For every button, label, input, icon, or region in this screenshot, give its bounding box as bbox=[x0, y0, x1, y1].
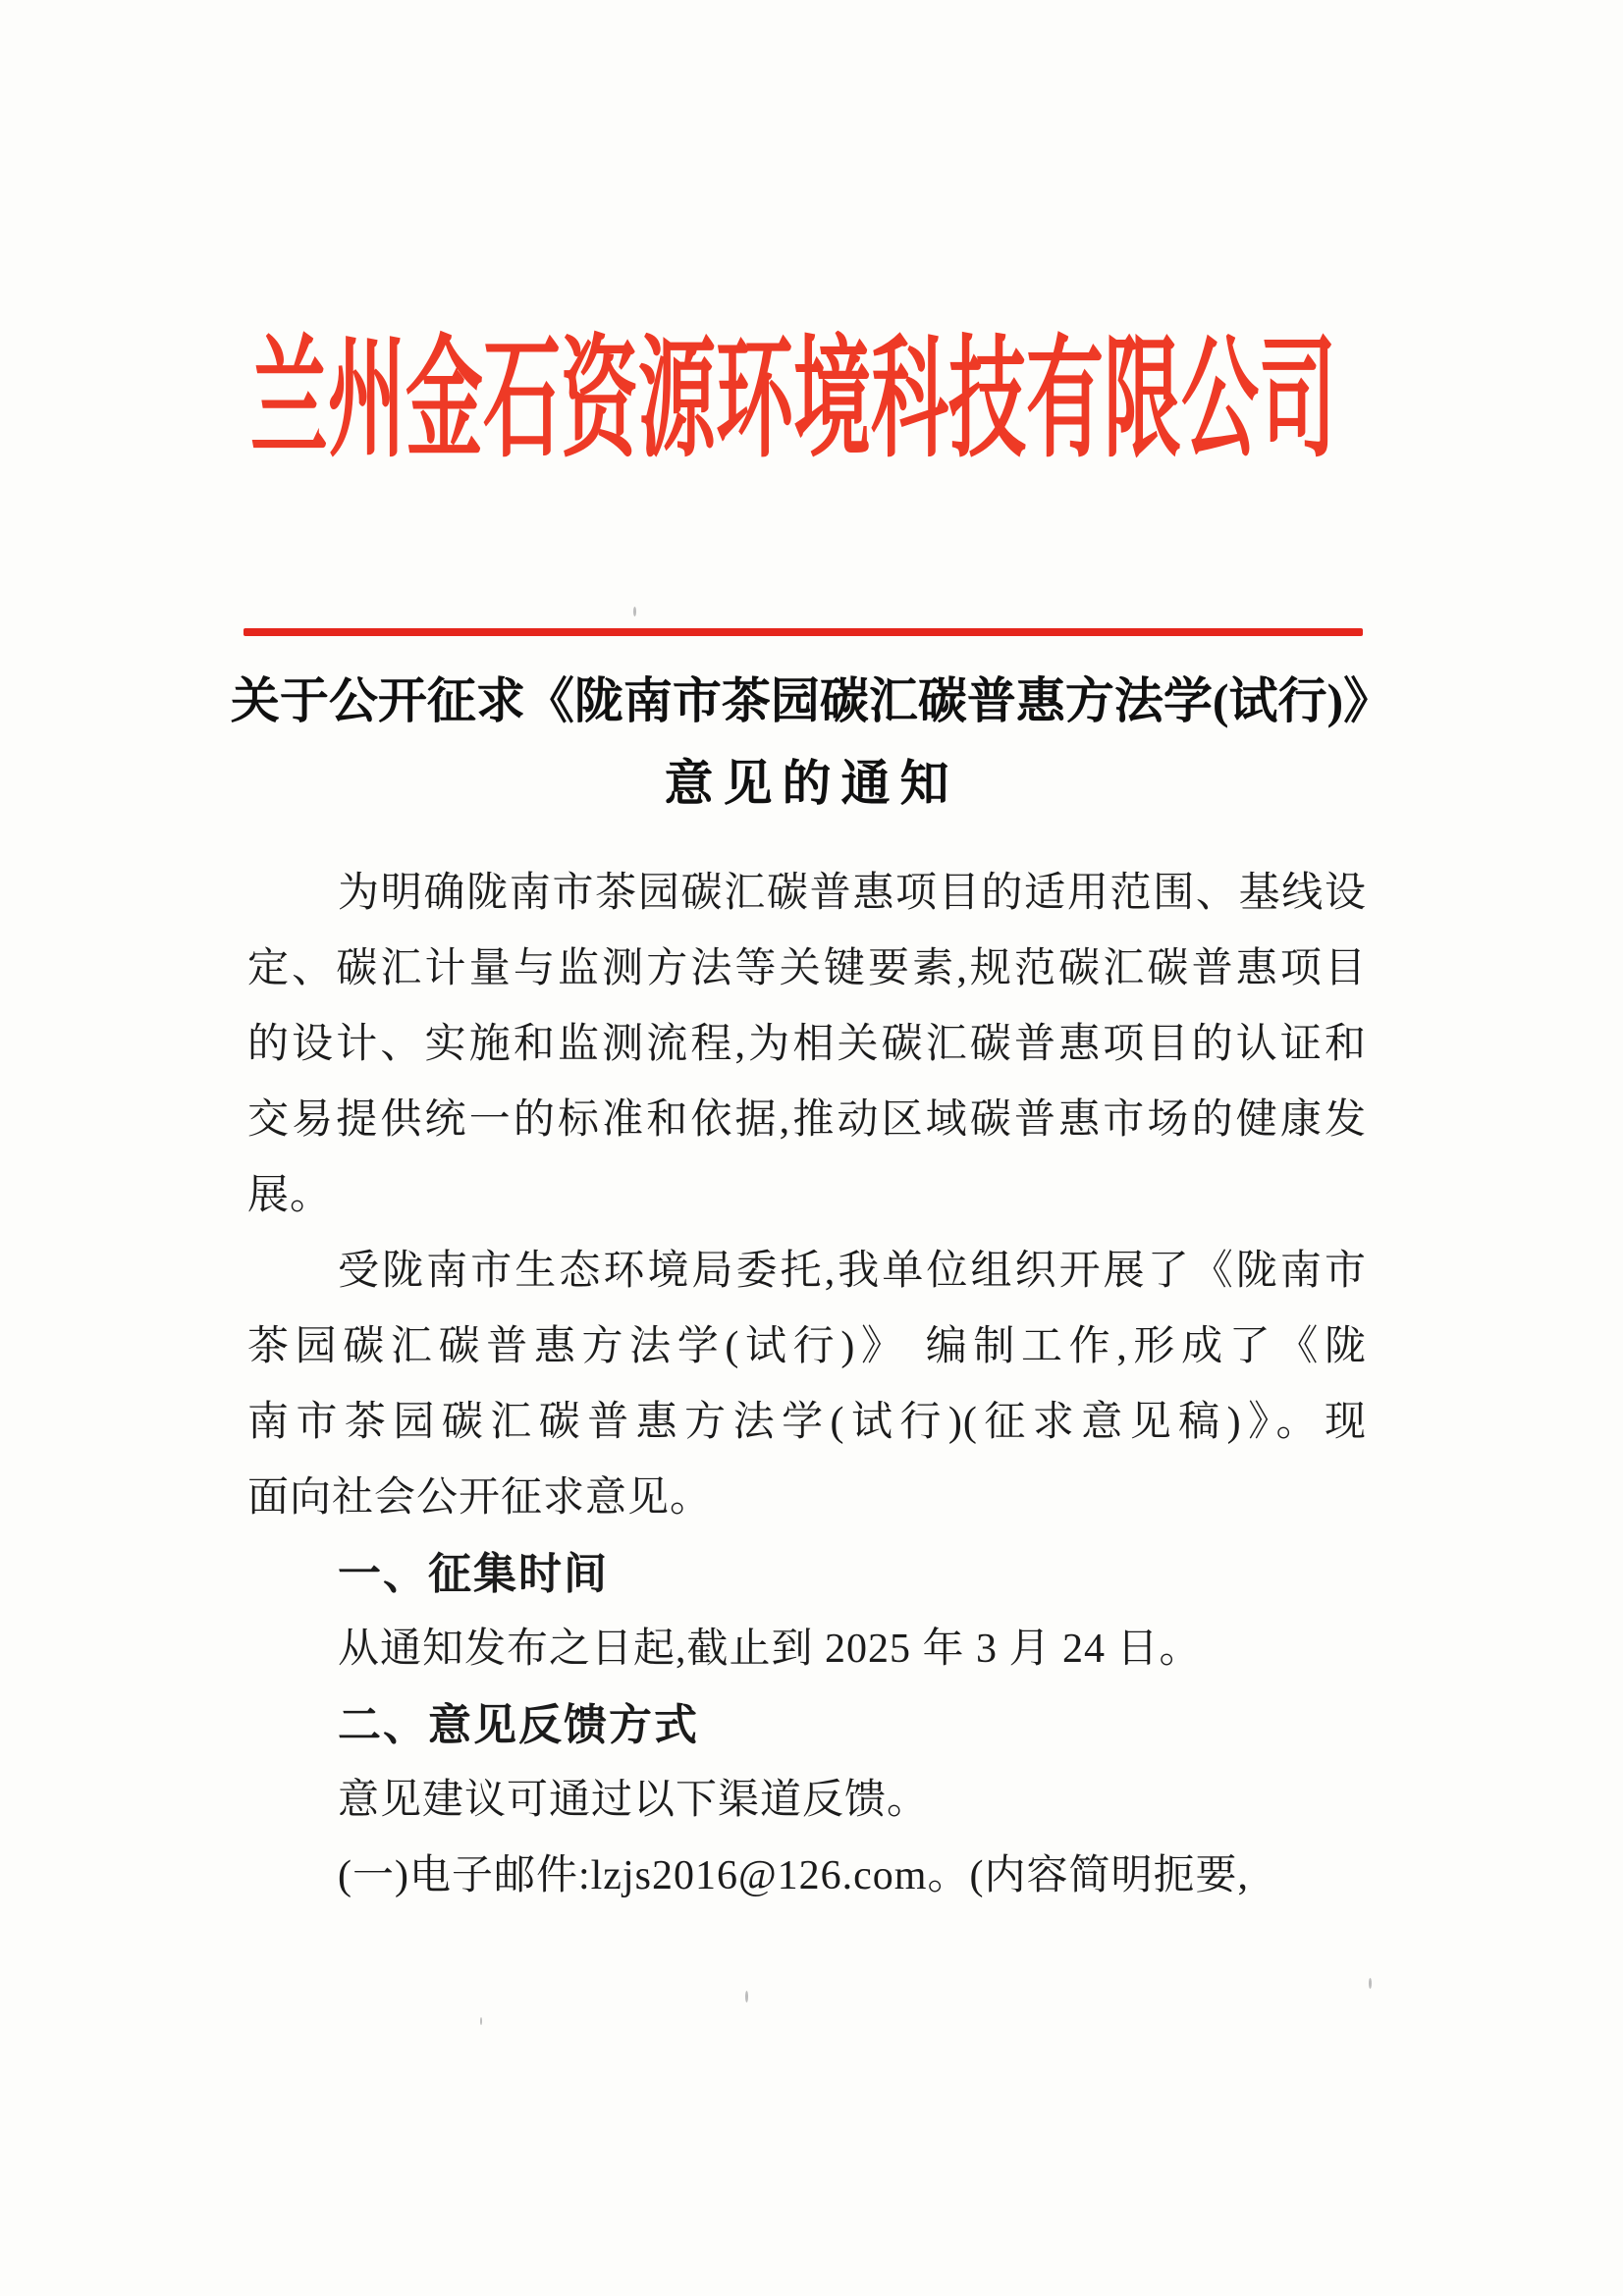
scan-speck bbox=[480, 2017, 482, 2025]
section-heading-collection-time: 一、征集时间 bbox=[338, 1550, 609, 1598]
document-title bbox=[118, 660, 1505, 825]
body-line: 展。 bbox=[247, 1173, 333, 1218]
body-line-email: (一)电子邮件:lzjs2016@126.com。(内容简明扼要, bbox=[338, 1853, 1249, 1898]
body-line: 的设计、实施和监测流程,为相关碳汇碳普惠项目的认证和 bbox=[247, 1022, 1367, 1067]
body-line: 茶园碳汇碳普惠方法学(试行)》 编制工作,形成了《陇 bbox=[247, 1324, 1367, 1369]
section-heading-feedback-method: 二、意见反馈方式 bbox=[338, 1701, 699, 1749]
scan-speck bbox=[633, 607, 636, 616]
body-line: 南市茶园碳汇碳普惠方法学(试行)(征求意见稿)》。现 bbox=[247, 1400, 1367, 1445]
body-line: 意见建议可通过以下渠道反馈。 bbox=[338, 1778, 930, 1823]
scan-speck bbox=[1369, 1978, 1372, 1989]
title-line-1: 关于公开征求《陇南市茶园碳汇碳普惠方法学(试行)》 bbox=[230, 673, 1393, 728]
document-body bbox=[247, 856, 1367, 1914]
company-letterhead: 兰州金石资源环境科技有限公司 bbox=[250, 329, 1336, 475]
body-line: 从通知发布之日起,截止到 2025 年 3 月 24 日。 bbox=[338, 1627, 1202, 1672]
body-line: 定、碳汇计量与监测方法等关键要素,规范碳汇碳普惠项目 bbox=[247, 946, 1367, 991]
body-line: 受陇南市生态环境局委托,我单位组织开展了《陇南市 bbox=[338, 1249, 1367, 1294]
body-line: 交易提供统一的标准和依据,推动区域碳普惠市场的健康发 bbox=[247, 1097, 1367, 1143]
body-line: 面向社会公开征求意见。 bbox=[247, 1475, 713, 1521]
body-line: 为明确陇南市茶园碳汇碳普惠项目的适用范围、基线设 bbox=[338, 871, 1367, 916]
scan-speck bbox=[745, 1991, 748, 2002]
red-divider-line bbox=[243, 628, 1363, 636]
title-line-2: 意见的通知 bbox=[664, 756, 959, 811]
